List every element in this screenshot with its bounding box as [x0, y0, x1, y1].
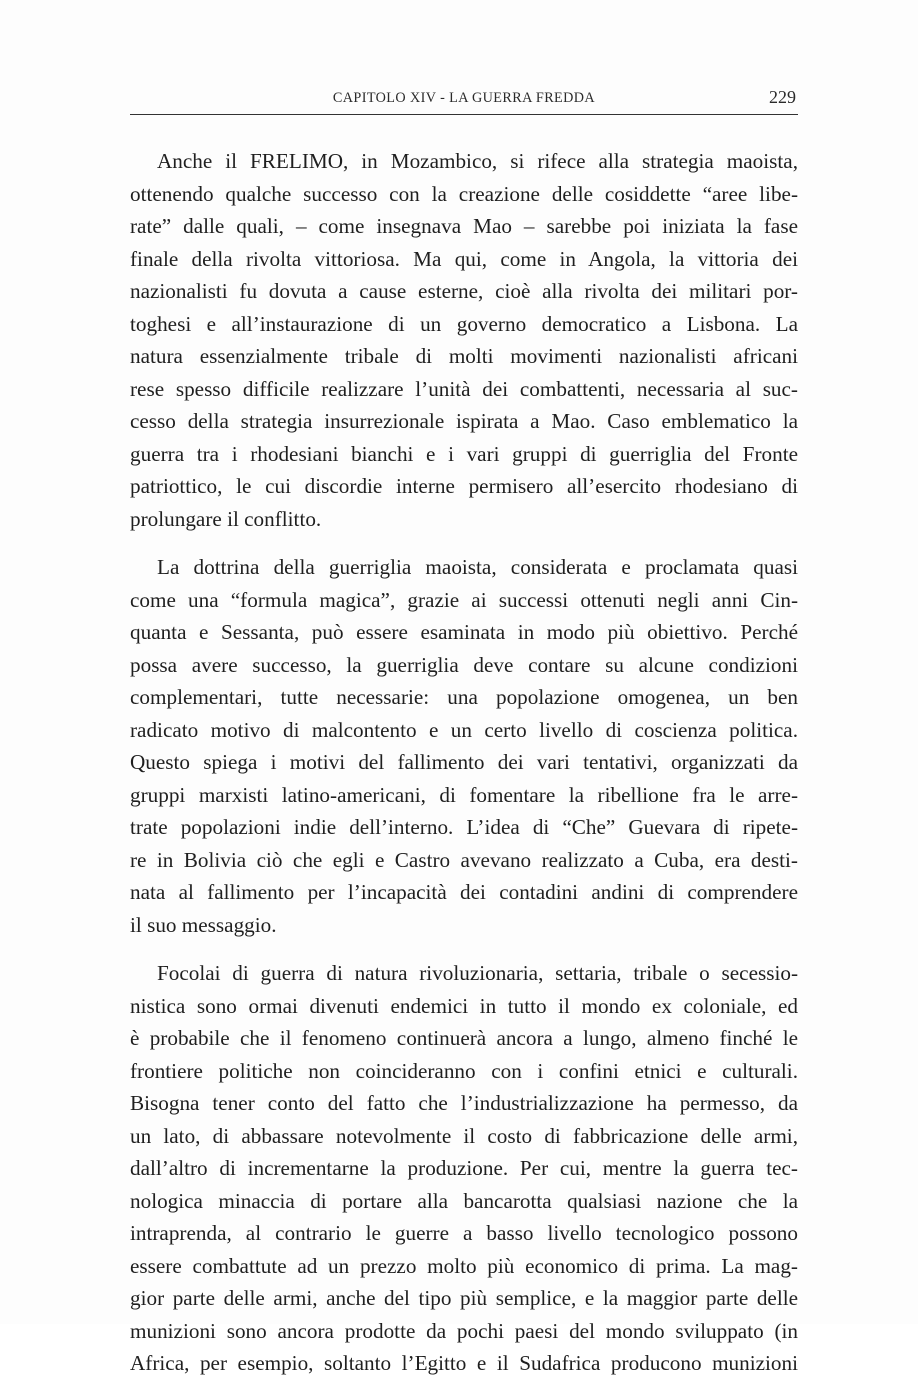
text-line: La dottrina della guerriglia maoista, considerata e proclamata quasi [157, 555, 798, 579]
text-line: intraprenda, al contrario le guerre a basso livello tecnologico possono [130, 1221, 798, 1245]
text-line: Anche il FRELIMO, in Mozambico, si rifece alla strategia maoista, [157, 149, 798, 173]
chapter-running-title: CAPITOLO XIV - LA GUERRA FREDDA [332, 90, 596, 106]
text-line: Africa, per esempio, soltanto l’Egitto e il Sudafrica producono munizioni [130, 1351, 798, 1375]
text-line: è probabile che il fenomeno continuerà ancora a lungo, almeno finché le [130, 1026, 798, 1050]
paragraph-guerrilla-doctrine [130, 551, 798, 941]
text-line: il suo messaggio. [130, 912, 277, 937]
paragraph-frelimo [130, 145, 798, 535]
text-line: possa avere successo, la guerriglia deve contare su alcune condizioni [130, 652, 798, 677]
text-line: trate popolazioni indie dell’interno. L’idea di “Che” Guevara di ripete- [130, 815, 798, 839]
text-line: cesso della strategia insurrezionale ispirata a Mao. Caso emblematico la [130, 409, 798, 433]
page-number: 229 [769, 87, 796, 107]
text-line: prolungare il conflitto. [130, 506, 322, 531]
paragraph-war-foci [130, 957, 798, 1380]
text-line: frontiere politiche non coincideranno con i confini etnici e culturali. [130, 1058, 798, 1083]
text-line: nologica minaccia di portare alla bancarotta qualsiasi nazione che la [130, 1188, 798, 1213]
text-line: guerra tra i rhodesiani bianchi e i vari gruppi di guerriglia del Fronte [130, 441, 798, 466]
text-line: finale della rivolta vittoriosa. Ma qui, come in Angola, la vittoria dei [130, 246, 798, 271]
text-line: radicato motivo di malcontento e un certo livello di coscienza politica. [130, 717, 798, 742]
text-line: toghesi e all’instaurazione di un governo democratico a Lisbona. La [130, 311, 798, 336]
text-line: un lato, di abbassare notevolmente il costo di fabbricazione delle armi, [130, 1123, 798, 1148]
body-text [130, 145, 798, 1380]
text-line: complementari, tutte necessarie: una popolazione omogenea, un ben [130, 685, 798, 709]
text-line: essere combattute ad un prezzo molto più economico di prima. La mag- [130, 1253, 798, 1278]
text-line: re in Bolivia ciò che egli e Castro avevano realizzato a Cuba, era desti- [130, 847, 798, 872]
text-line: natura essenzialmente tribale di molti movimenti nazionalisti africani [130, 344, 798, 368]
text-line: come una “formula magica”, grazie ai successi ottenuti negli anni Cin- [130, 587, 798, 612]
text-line: munizioni sono ancora prodotte da pochi paesi del mondo sviluppato (in [130, 1318, 798, 1343]
text-line: dall’altro di incrementarne la produzione. Per cui, mentre la guerra tec- [130, 1156, 798, 1180]
text-line: Focolai di guerra di natura rivoluzionaria, settaria, tribale o secessio- [157, 961, 798, 985]
text-line: nata al fallimento per l’incapacità dei contadini andini di comprendere [130, 880, 798, 904]
text-line: rate” dalle quali, – come insegnava Mao – sarebbe poi iniziata la fase [130, 214, 798, 238]
text-line: gior parte delle armi, anche del tipo più semplice, e la maggior parte delle [130, 1286, 798, 1310]
text-line: Bisogna tener conto del fatto che l’industrializzazione ha permesso, da [130, 1091, 798, 1115]
text-line: rese spesso difficile realizzare l’unità dei combattenti, necessaria al suc- [130, 376, 798, 401]
text-line: gruppi marxisti latino-americani, di fomentare la ribellione fra le arre- [130, 782, 798, 807]
text-line: ottenendo qualche successo con la creazione delle cosiddette “aree libe- [130, 181, 798, 206]
running-head [130, 88, 798, 115]
text-line: quanta e Sessanta, può essere esaminata in modo più obiettivo. Perché [130, 620, 798, 644]
text-line: nazionalisti fu dovuta a cause esterne, cioè alla rivolta dei militari por- [130, 279, 798, 303]
text-line: Questo spiega i motivi del fallimento dei vari tentativi, organizzati da [130, 750, 798, 774]
text-line: nistica sono ormai divenuti endemici in tutto il mondo ex coloniale, ed [130, 993, 798, 1018]
text-line: patriottico, le cui discordie interne permisero all’esercito rhodesiano di [130, 474, 798, 498]
